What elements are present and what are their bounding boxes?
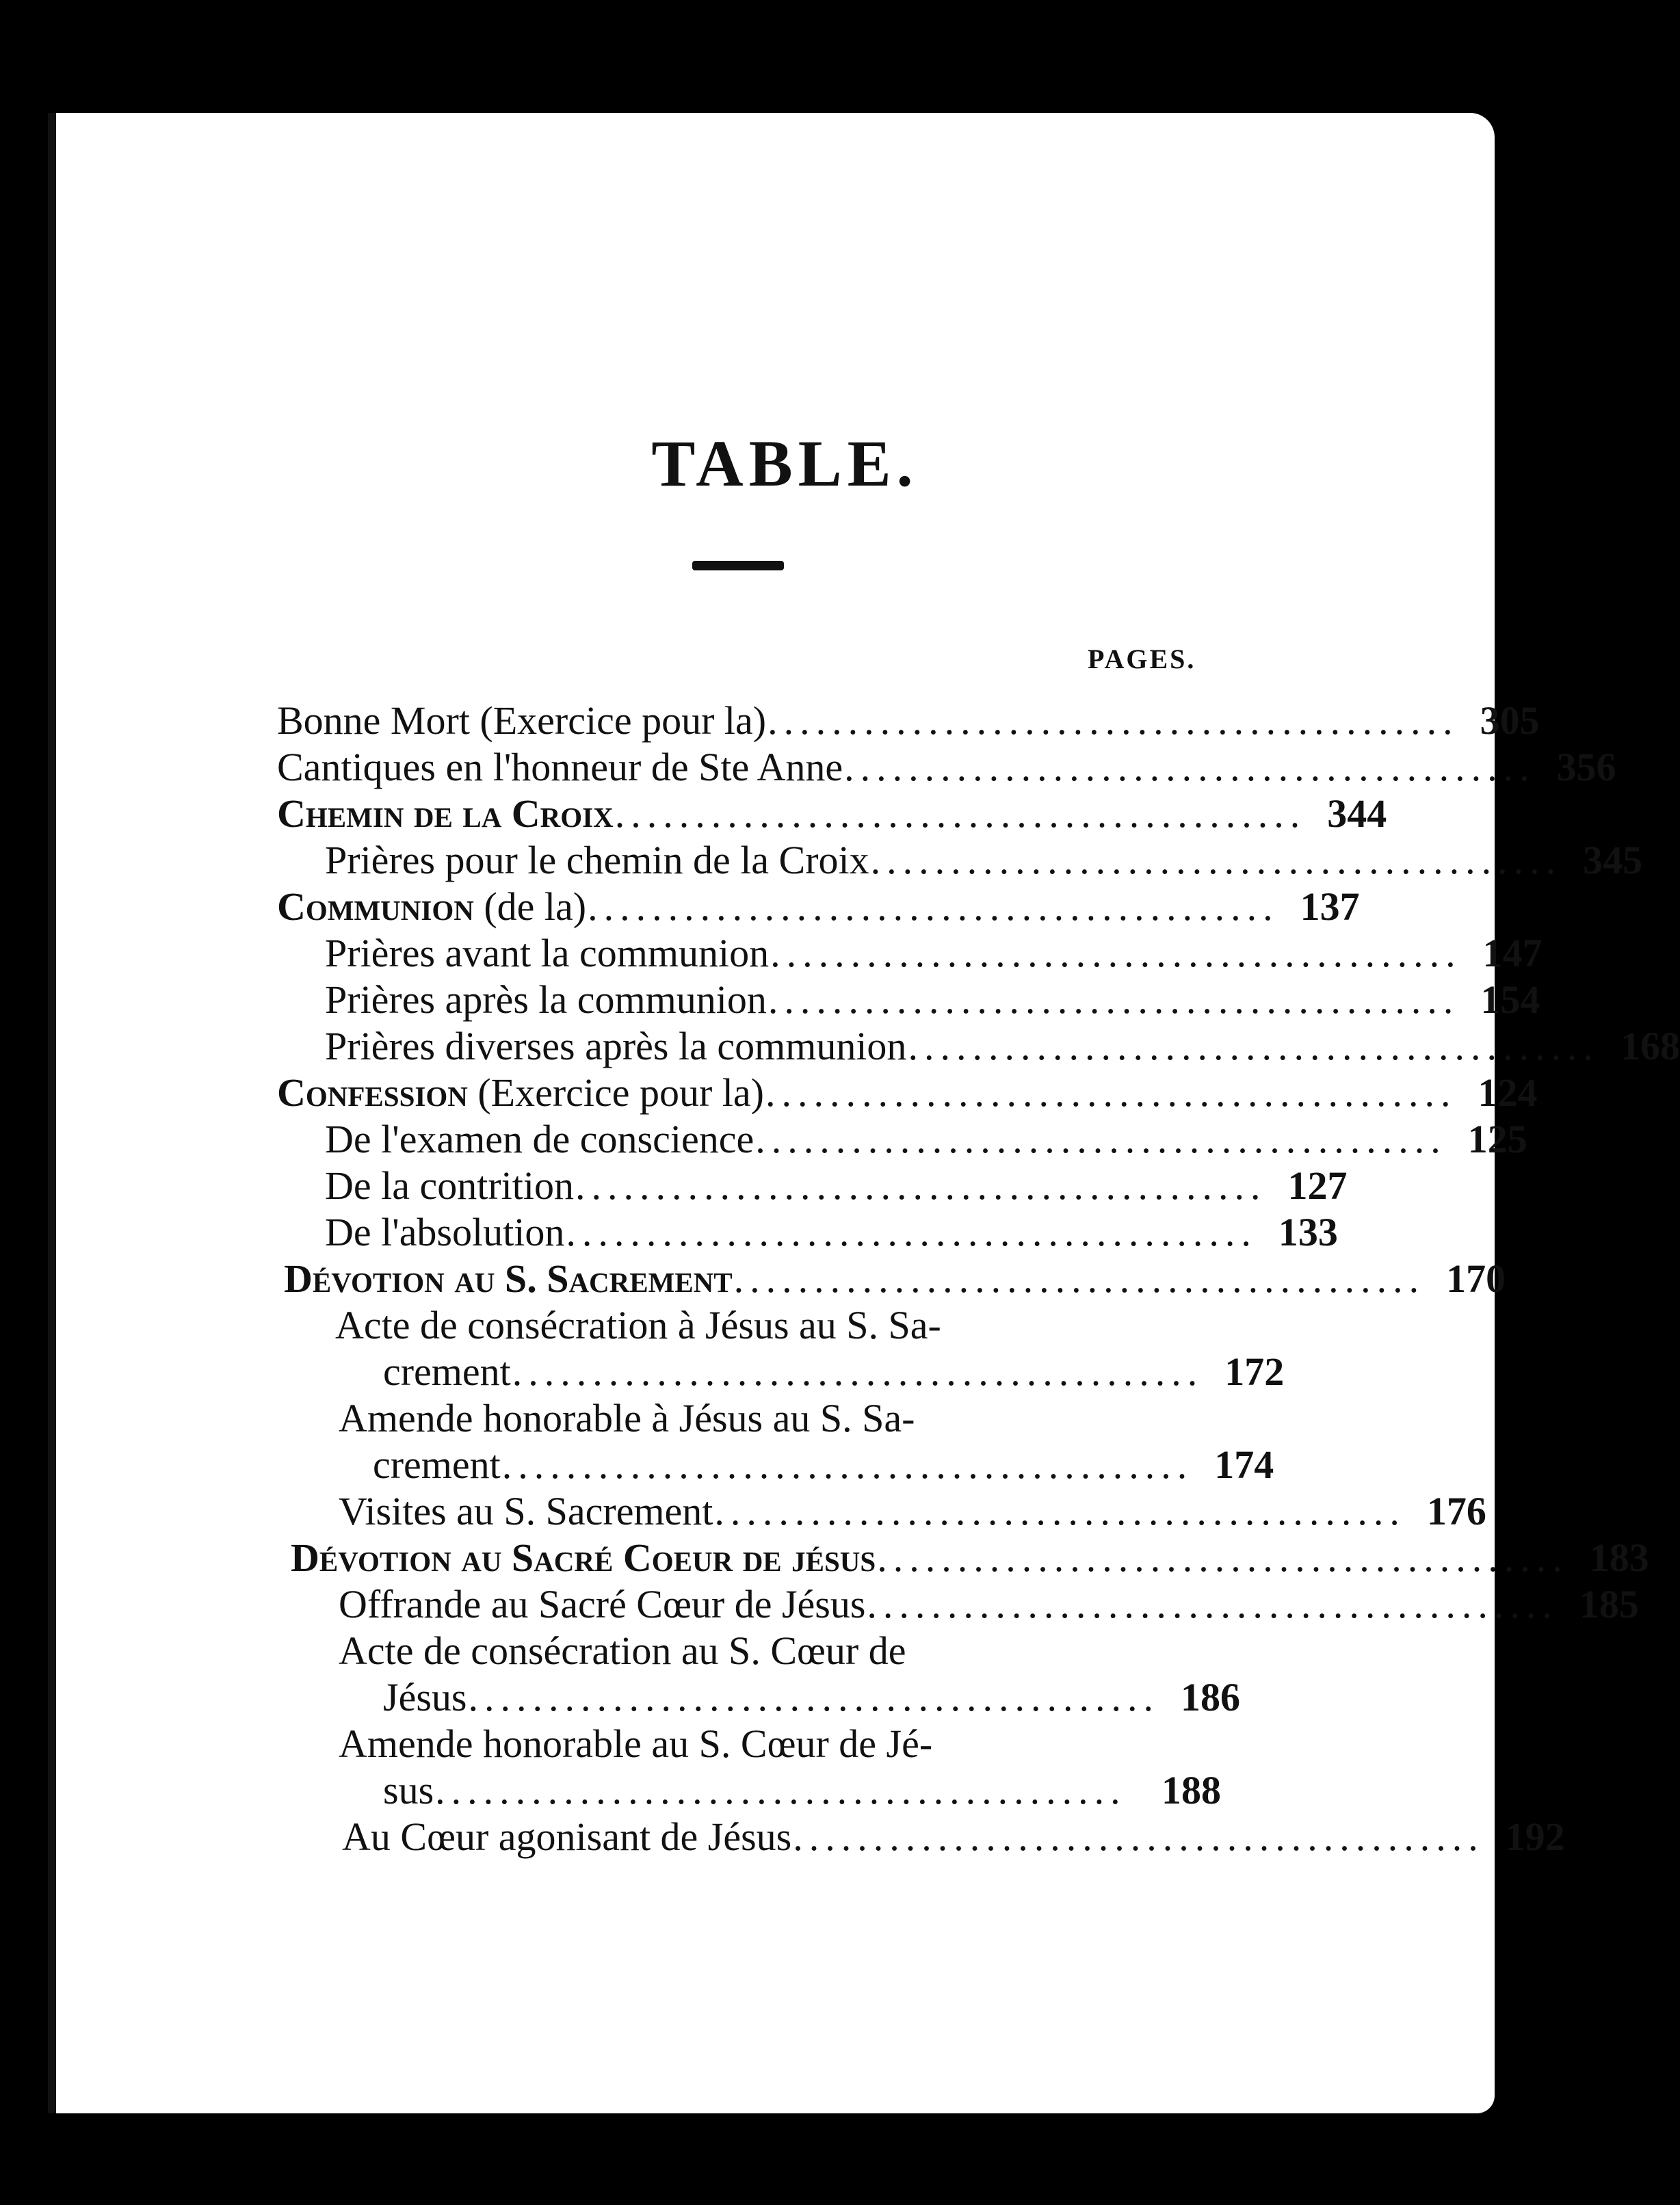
leader-dots: ........................................... <box>767 977 1460 1022</box>
leader-dots: ........................................... <box>588 884 1279 929</box>
toc-entry-label <box>277 884 586 930</box>
toc-entry-label <box>277 1070 764 1116</box>
toc-entry <box>325 1209 1338 1256</box>
toc-entry-page: 172 <box>1224 1349 1285 1394</box>
toc-entry-label: Visites au S. Sacrement <box>339 1489 713 1533</box>
toc-entry-label: Bonne Mort (Exercice pour la) <box>277 698 767 743</box>
toc-section-label: Communion <box>277 884 474 929</box>
toc-entry-label: crement <box>383 1349 511 1394</box>
toc-entry-label-line1: Acte de consécration au S. Cœur de <box>339 1628 906 1673</box>
toc-entry-page: 356 <box>1556 745 1616 789</box>
toc-entry <box>339 1488 1486 1535</box>
toc-entry-label: Cantiques en l'honneur de Ste Anne <box>277 745 843 789</box>
toc-entry-page: 344 <box>1327 791 1387 836</box>
leader-dots: ........................................... <box>733 1256 1426 1301</box>
toc-entry <box>383 1674 1240 1721</box>
leader-dots: ........................................... <box>614 791 1307 836</box>
toc-section-label-rest: (Exercice pour la) <box>467 1070 764 1115</box>
leader-dots: ........................................... <box>908 1024 1599 1068</box>
leader-dots: ........................................... <box>755 1117 1447 1161</box>
toc-entry-label: crement <box>373 1442 501 1487</box>
toc-entry-label: Offrande au Sacré Cœur de Jésus <box>339 1582 866 1626</box>
toc-entry <box>342 1814 1565 1860</box>
toc-entry <box>325 1023 1680 1070</box>
page-title: TABLE. <box>651 427 919 500</box>
leader-dots: ........................................... <box>770 931 1462 975</box>
toc-section-label: Dévotion au S. Sacrement <box>284 1256 733 1301</box>
toc-entry <box>325 977 1540 1023</box>
leader-dots: ........................................... <box>575 1163 1267 1208</box>
leader-dots: ........................................... <box>793 1814 1484 1859</box>
toc-entry <box>277 884 1360 930</box>
toc-entry <box>325 1116 1527 1163</box>
leader-dots: ........................................... <box>767 698 1459 743</box>
toc-entry-page: 305 <box>1480 698 1540 743</box>
leader-dots: ........................................... <box>877 1535 1569 1580</box>
toc-entry-label: Prières après la communion <box>325 977 767 1022</box>
toc-entry-page: 345 <box>1583 838 1643 882</box>
toc-entry <box>373 1442 1274 1488</box>
toc-entry-page: 154 <box>1480 977 1540 1022</box>
toc-entry <box>277 1070 1538 1116</box>
leader-dots: ........................................... <box>844 745 1536 789</box>
toc-entry <box>277 698 1540 744</box>
toc-entry-page: 183 <box>1589 1535 1649 1580</box>
toc-entry-label: Prières avant la communion <box>325 931 770 975</box>
toc-entry <box>325 837 1643 884</box>
toc-entry <box>277 744 1616 791</box>
toc-entry <box>339 1581 1639 1628</box>
leader-dots: ........................................... <box>714 1489 1406 1533</box>
toc-entry <box>284 1256 1506 1302</box>
toc-entry-page: 168 <box>1620 1024 1680 1068</box>
leader-dots: ........................................... <box>870 838 1562 882</box>
toc-entry-label: Au Cœur agonisant de Jésus <box>342 1814 792 1859</box>
toc-entry-page: 127 <box>1287 1163 1348 1208</box>
toc-entry <box>291 1535 1649 1581</box>
leader-dots: ........................................... <box>501 1442 1194 1487</box>
toc-entry <box>325 1163 1348 1209</box>
toc-entry-page: 147 <box>1482 931 1543 975</box>
leader-dots: ........................................... <box>867 1582 1558 1626</box>
toc-entry-label-line1: Acte de consécration à Jésus au S. Sa- <box>335 1303 941 1347</box>
toc-entry-page: 124 <box>1478 1070 1538 1115</box>
toc-entry-page: 170 <box>1446 1256 1506 1301</box>
toc-section-label-rest: (de la) <box>473 884 587 929</box>
toc-entry <box>325 930 1543 977</box>
leader-dots: ........................................... <box>566 1210 1257 1254</box>
toc-entry-label-line1: Amende honorable au S. Cœur de Jé- <box>339 1721 933 1766</box>
toc-entry-label: Jésus <box>383 1675 467 1719</box>
toc-entry-label: De l'examen de conscience <box>325 1117 754 1161</box>
leader-dots: ........................................... <box>468 1675 1159 1719</box>
toc-entry-page: 185 <box>1579 1582 1639 1626</box>
toc-entry-label: De la contrition <box>325 1163 575 1208</box>
toc-entry <box>383 1349 1285 1395</box>
leader-dots: ........................................... <box>765 1070 1457 1115</box>
toc-entry-label: Prières pour le chemin de la Croix <box>325 838 869 882</box>
toc-entry-label: De l'absolution <box>325 1210 565 1254</box>
toc-entry-label-line1: Amende honorable à Jésus au S. Sa- <box>339 1396 915 1440</box>
toc-entry-page: 137 <box>1300 884 1360 929</box>
leader-dots: ........................................... <box>512 1349 1204 1394</box>
toc-entry-page: 188 <box>1161 1768 1221 1812</box>
toc-entry <box>277 791 1387 837</box>
toc-section-label: Chemin de la Croix <box>277 791 614 836</box>
toc-entry-page: 125 <box>1467 1117 1527 1161</box>
toc-section-label: Confession <box>277 1070 468 1115</box>
toc-entry-page: 192 <box>1505 1814 1565 1859</box>
toc-entry-page: 133 <box>1278 1210 1338 1254</box>
leader-dots: ........................................... <box>435 1768 1127 1812</box>
toc-entry-page: 174 <box>1214 1442 1274 1487</box>
pages-column-header: PAGES. <box>1088 644 1196 674</box>
toc-section-label: Dévotion au Sacré Coeur de jésus <box>291 1535 876 1580</box>
toc-entry-label: sus <box>383 1768 434 1812</box>
toc-entry <box>383 1767 1221 1814</box>
toc-entry-page: 186 <box>1180 1675 1240 1719</box>
toc-entry-page: 176 <box>1426 1489 1486 1533</box>
toc-entry-label: Prières diverses après la communion <box>325 1024 907 1068</box>
